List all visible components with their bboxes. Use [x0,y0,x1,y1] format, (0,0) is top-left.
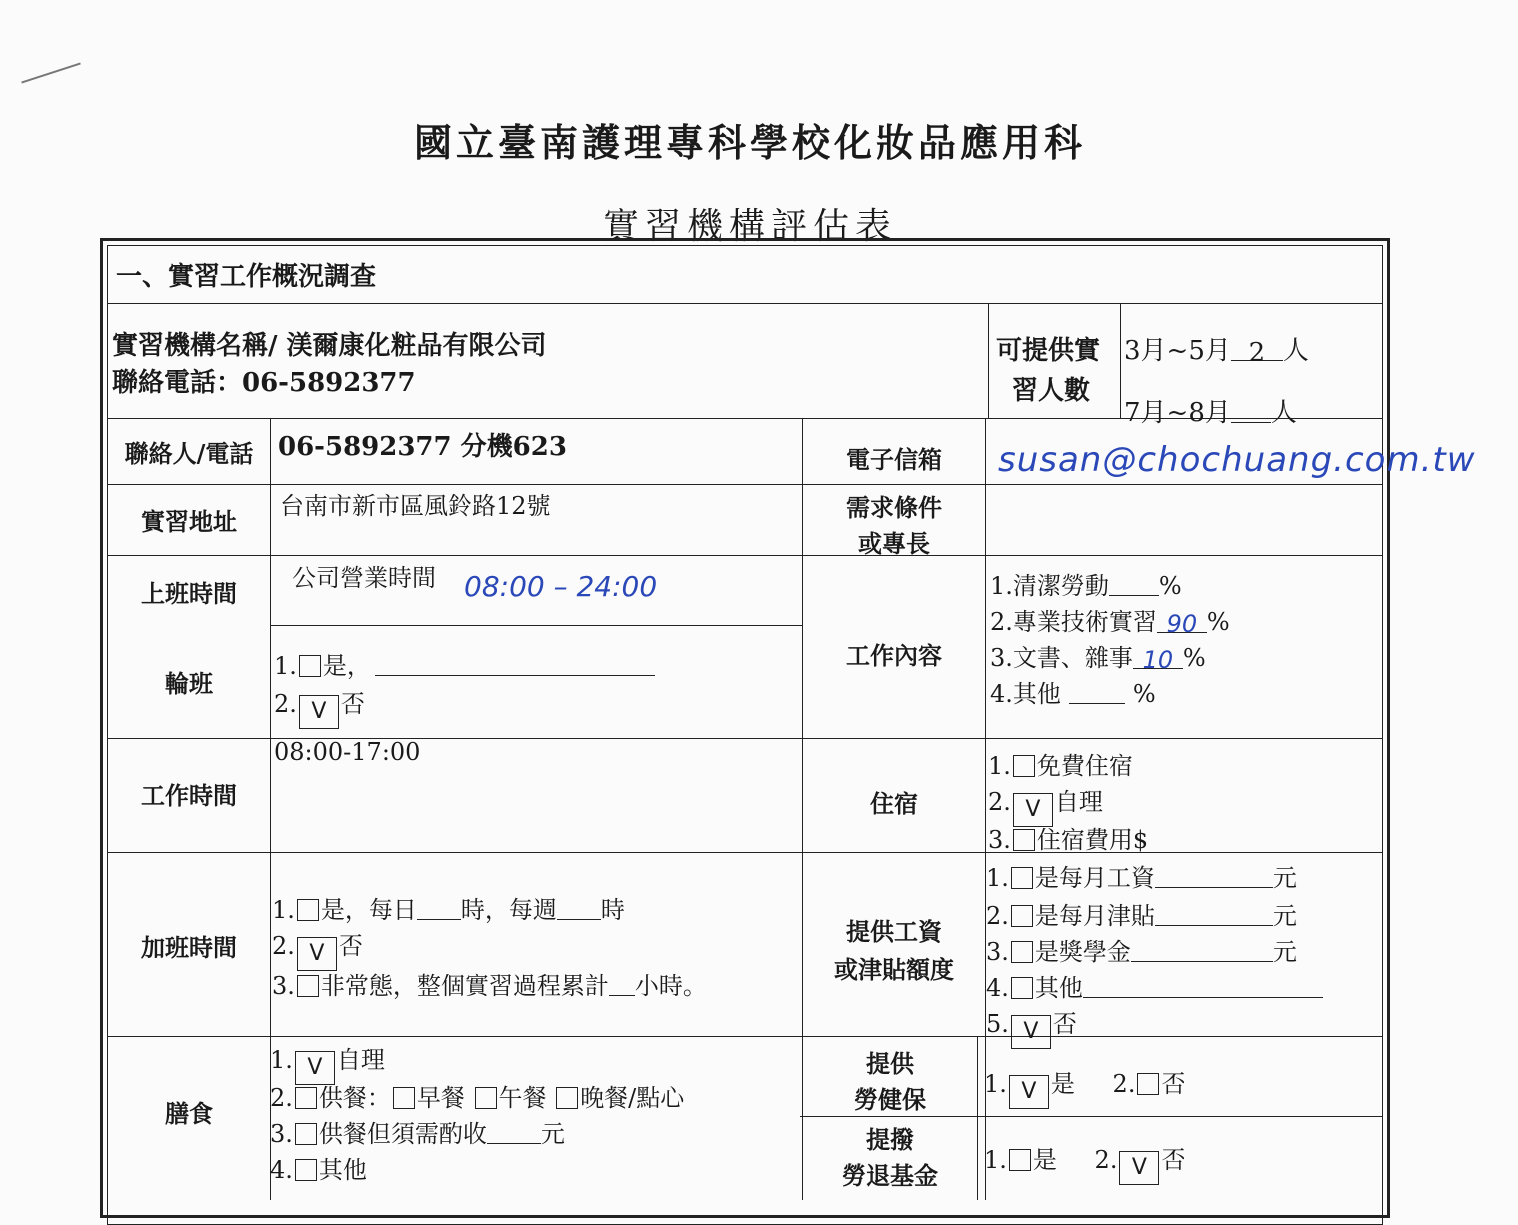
wage-label: 提供工資 [846,917,942,946]
wage-option-2: 2. 是每月津貼 元 [986,902,1297,930]
checkbox [295,1159,317,1181]
wage-option-3: 3. 是獎學金 元 [986,938,1297,966]
wage-option-1: 1. 是每月工資 元 [986,864,1297,892]
overtime-label: 加班時間 [141,933,237,962]
meals-label: 膳食 [165,1099,213,1128]
shift-option-yes: 1. 是， [274,646,655,681]
overtime-option-1: 1. 是，每日 時，每週 時 [272,896,625,924]
checkbox-checked: V [1013,793,1053,827]
hours-label: 上班時間 [141,579,237,608]
pension-label-2: 勞退基金 [842,1161,938,1190]
checkbox [1013,755,1035,777]
checkbox [1009,1149,1031,1171]
checkbox [1013,829,1035,851]
checkbox [299,655,321,677]
meals-option-4: 4. 其他 [270,1156,367,1184]
checkbox-checked: V [299,695,339,729]
page-title: 國立臺南護理專科學校化妝品應用科 [413,120,1086,165]
checkbox [295,1123,317,1145]
wage-option-5: 5. V 否 [986,1004,1077,1049]
work-content-4: 4.其他 % [990,680,1156,708]
meals-option-3: 3. 供餐但須需酌收 元 [270,1120,565,1148]
hours-value-prefix: 公司營業時間 [292,564,436,592]
requirements-label: 需求條件 [846,493,942,522]
capacity-spring: 3月~5月 2 人 [1124,336,1309,368]
contact-label: 聯絡人/電話 [124,439,254,468]
checkbox [556,1087,578,1109]
checkbox-checked: V [1009,1075,1049,1109]
capacity-label-2: 習人數 [1012,376,1091,406]
section-heading: 一、實習工作概況調查 [116,262,377,292]
lodging-option-1: 1. 免費住宿 [988,752,1133,780]
pen-mark [21,62,81,83]
work-content-3: 3.文書、雜事 10 % [990,644,1206,674]
capacity-summer: 7月~8月 人 [1124,398,1297,428]
capacity-label: 可提供實 [996,336,1101,366]
checkbox [1011,867,1033,889]
insurance-label: 提供 [866,1049,914,1078]
pension-options: 1. 是 2. V 否 [984,1140,1185,1185]
checkbox [295,1087,317,1109]
shift-label: 輪班 [165,669,213,698]
requirements-label-2: 或專長 [858,529,930,558]
meals-option-2: 2. 供餐： 早餐 午餐 晚餐/點心 [270,1084,685,1112]
checkbox-checked: V [295,1051,335,1085]
checkbox [1137,1073,1159,1095]
address-label: 實習地址 [141,507,237,536]
overtime-option-3: 3. 非常態，整個實習過程累計 小時。 [272,972,707,1000]
email-label: 電子信箱 [846,445,942,474]
worktime-label: 工作時間 [141,781,237,810]
checkbox [297,899,319,921]
hours-value: 08:00 – 24:00 [464,570,658,603]
checkbox [1011,941,1033,963]
work-content-2: 2.專業技術實習 90 % [990,608,1230,638]
worktime-value: 08:00-17:00 [274,738,421,766]
work-content-1: 1.清潔勞動 % [990,572,1182,600]
wage-option-4: 4. 其他 [986,968,1323,1003]
checkbox [393,1087,415,1109]
contact-value: 06-5892377 分機623 [278,432,567,462]
org-phone: 聯絡電話：06-5892377 [112,368,416,398]
page-subtitle: 實習機構評估表 [602,206,897,247]
insurance-label-2: 勞健保 [854,1085,926,1114]
checkbox [475,1087,497,1109]
insurance-options: 1. V 是 2. 否 [984,1064,1185,1109]
address-value: 台南市新市區風鈴路12號 [280,492,551,520]
checkbox-checked: V [1119,1151,1159,1185]
org-name: 實習機構名稱/ 渼爾康化粧品有限公司 [112,331,547,361]
wage-label-2: 或津貼額度 [834,955,954,984]
checkbox-checked: V [297,937,337,971]
checkbox [1011,905,1033,927]
lodging-option-3: 3. 住宿費用$ [988,826,1149,854]
meals-option-1: 1. V 自理 [270,1040,385,1085]
email-value: susan@chochuang.com.tw [998,440,1476,480]
checkbox [1011,977,1033,999]
lodging-label: 住宿 [870,789,918,818]
work-content-label: 工作內容 [846,641,942,670]
shift-option-no: 2. V 否 [274,684,365,729]
overtime-option-2: 2. V 否 [272,926,363,971]
checkbox-checked: V [1011,1015,1051,1049]
checkbox [297,975,319,997]
lodging-option-2: 2. V 自理 [988,782,1103,827]
pension-label: 提撥 [866,1125,914,1154]
